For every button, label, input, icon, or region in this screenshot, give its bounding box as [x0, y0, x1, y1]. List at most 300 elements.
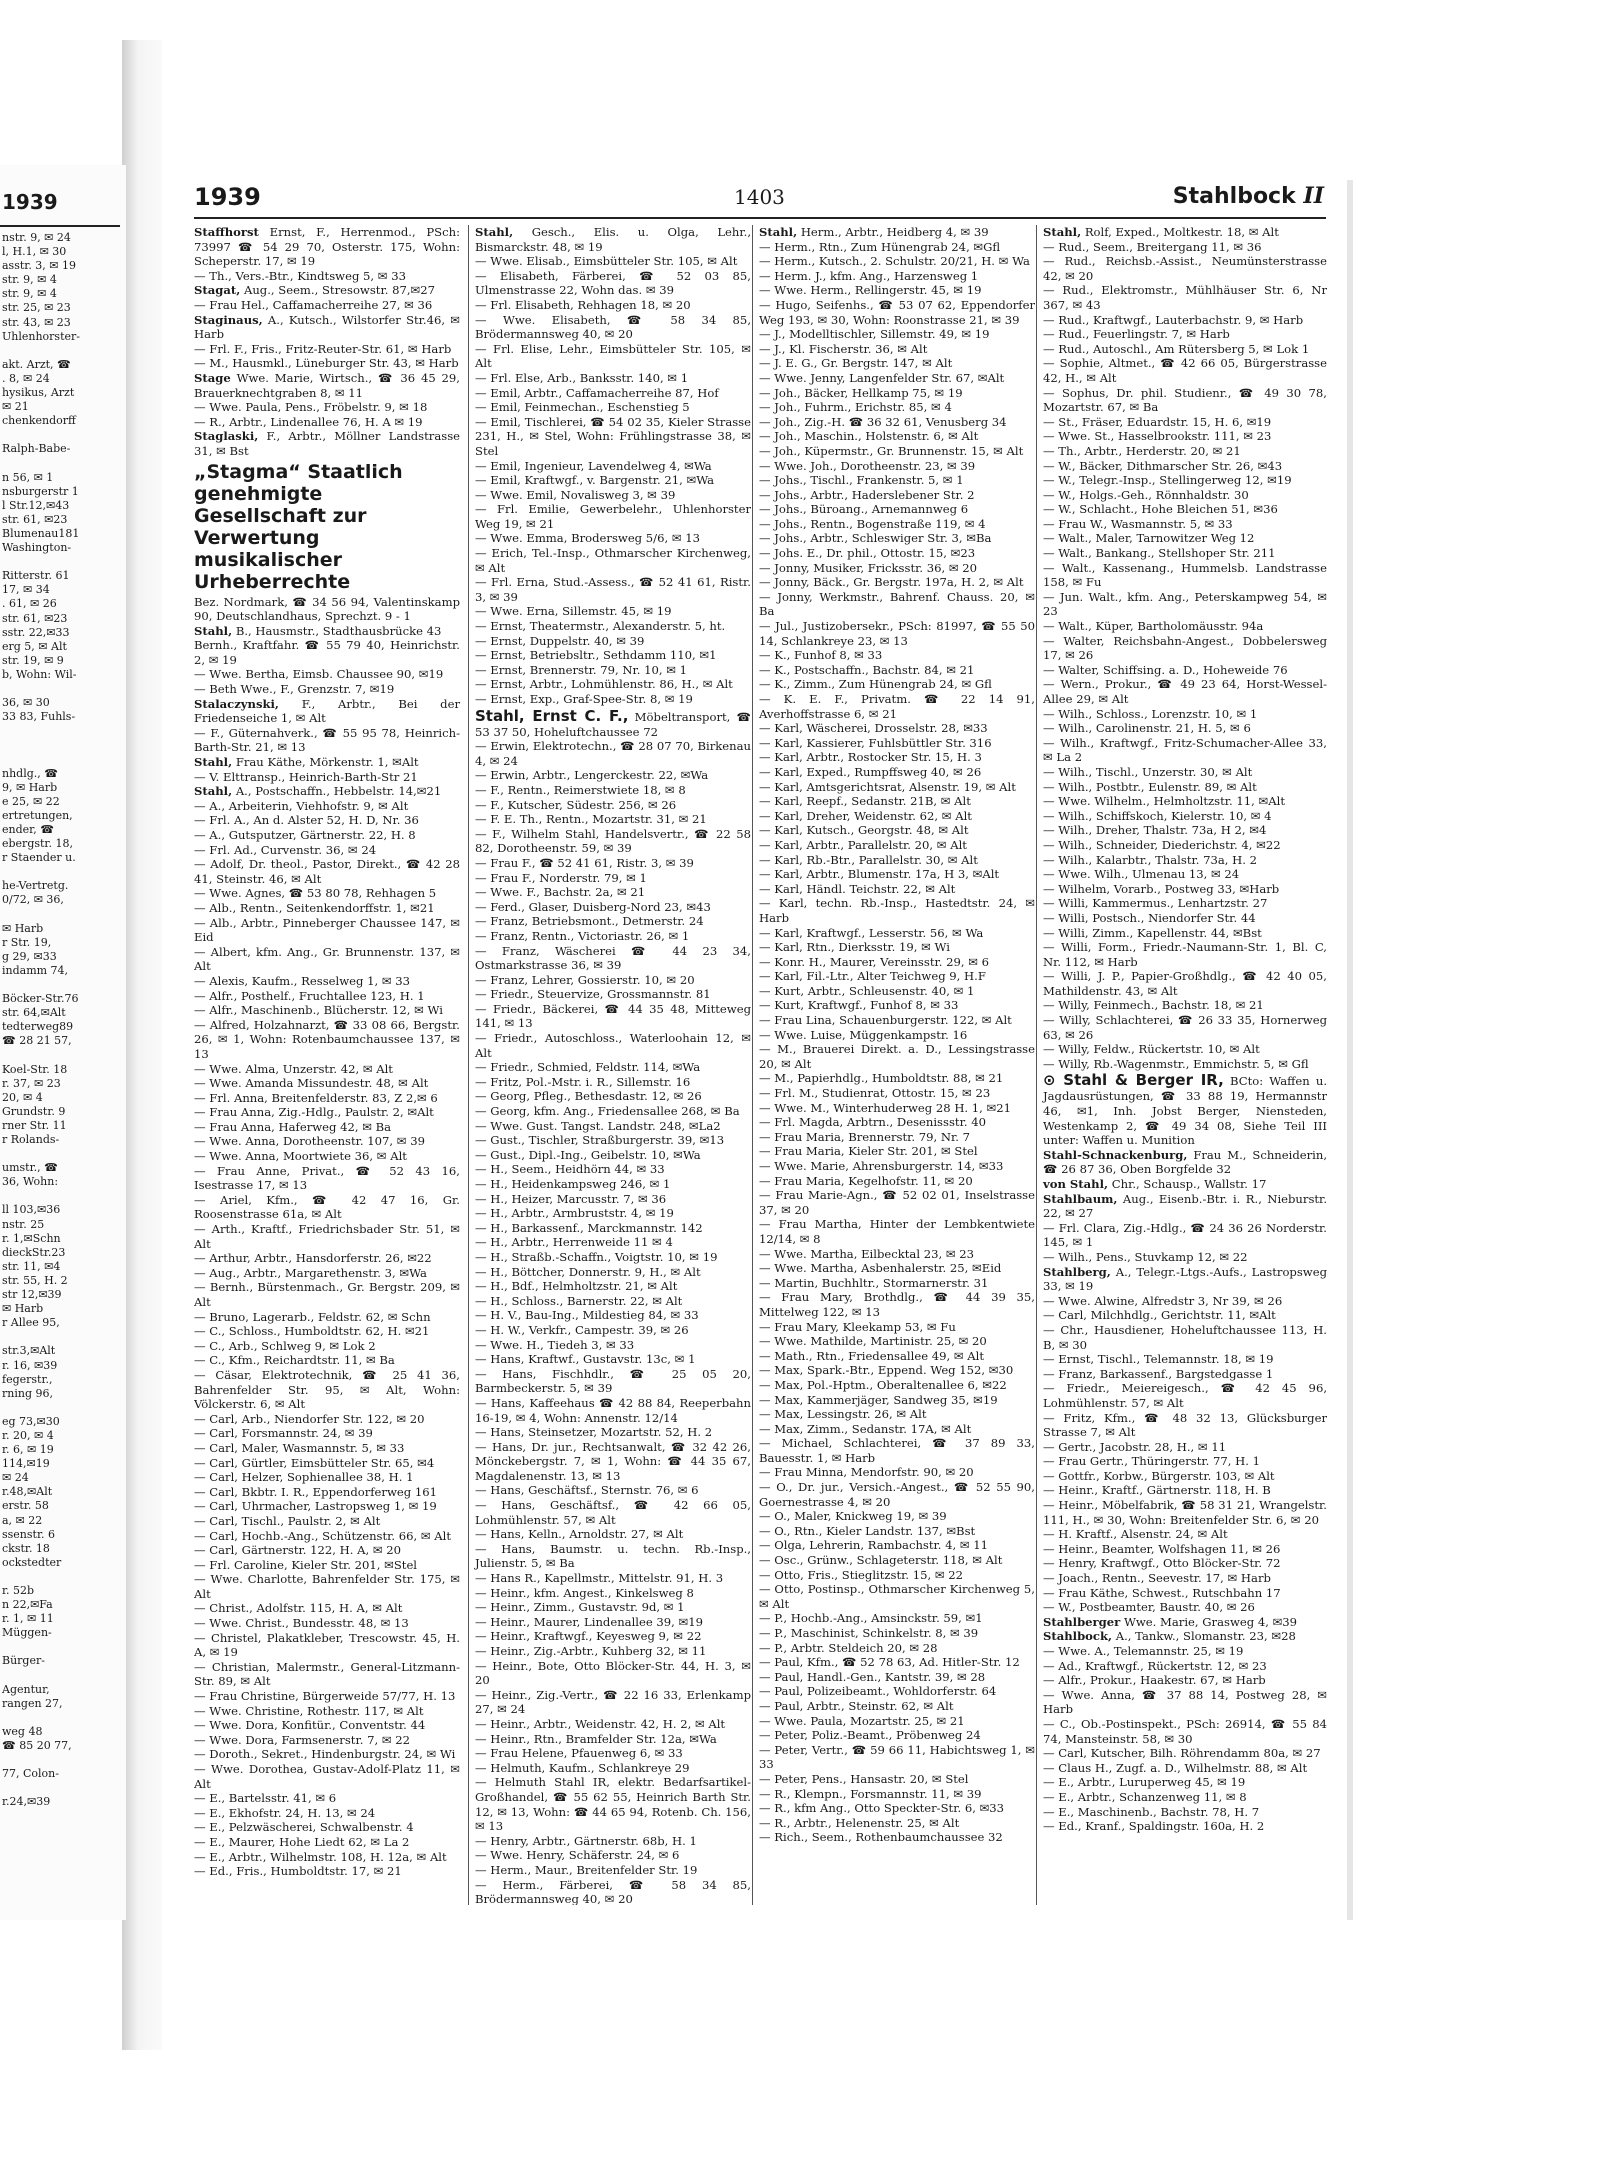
- entry-details: — H., Seem., Heidhörn 44, ✉ 33: [475, 1162, 665, 1177]
- sliver-line: erg 5, ✉ Alt: [2, 639, 67, 653]
- entry-details: — Ernst, Exp., Graf-Spee-Str. 8, ✉ 19: [475, 692, 693, 706]
- entry-details: — Walter, Schiffsing. a. D., Hoheweide 76: [1043, 662, 1288, 677]
- entry-details: — Wwe. H., Tiedeh 3, ✉ 33: [475, 1337, 635, 1352]
- entry-details: — Beth Wwe., F., Grenzstr. 7, ✉19: [194, 682, 395, 697]
- directory-entry: [1043, 531, 1327, 546]
- entry-details: — Wilh., Schneider, Diederichstr. 4, ✉22: [1043, 837, 1281, 852]
- entry-details: — Peter, Vertr., ☎ 59 66 11, Habichtsweg 1, ✉ 33: [759, 1742, 1035, 1772]
- directory-entry: [475, 1308, 751, 1323]
- directory-entry: [194, 1747, 460, 1762]
- entry-details: A., Tankw., Slomanstr. 23, ✉28: [1115, 1629, 1296, 1644]
- entry-details: — Rich., Seem., Rothenbaumchaussee 32: [759, 1830, 1003, 1845]
- entry-surname: Stahlberger: [1043, 1614, 1121, 1629]
- entry-details: — Sophie, Altmet., ☎ 42 66 05, Bürgerstrasse 42, H., ✉ Alt: [1043, 356, 1327, 385]
- entry-details: — J., Kl. Fischerstr. 36, ✉ Alt: [759, 341, 928, 356]
- directory-entry: [759, 1699, 1035, 1714]
- directory-entry: [759, 283, 1035, 298]
- entry-details: — Jonny, Werkmstr., Bahrenf. Chauss. 20, ✉ Ba: [759, 589, 1035, 619]
- entry-details: — Frau Gertr., Thüringerstr. 77, H. 1: [1043, 1454, 1261, 1469]
- entry-details: — Henry, Kraftwgf., Otto Blöcker-Str. 72: [1043, 1556, 1281, 1571]
- entry-surname: von Stahl,: [1043, 1177, 1109, 1191]
- sliver-line: str. 11, ✉4: [2, 1259, 61, 1273]
- sliver-line: 36, Wohn:: [2, 1175, 59, 1189]
- directory-entry: [1043, 926, 1327, 941]
- entry-details: — Karl, Kutsch., Georgstr. 48, ✉ Alt: [759, 823, 969, 838]
- directory-entry: [194, 843, 460, 858]
- entry-details: — Joh., Maschin., Holstenstr. 6, ✉ Alt: [759, 429, 979, 444]
- directory-entry: [759, 692, 1035, 721]
- directory-entry: [475, 1615, 751, 1630]
- entry-details: — Friedr., Meiereigesch., ☎ 42 45 96, Lohmühlenstr. 57, ✉ Alt: [1043, 1381, 1327, 1410]
- book-spine: [122, 40, 162, 2050]
- entry-details: — Carl, Gürtler, Eimsbütteler Str. 65, ✉4: [194, 1455, 435, 1470]
- directory-entry: [194, 667, 460, 682]
- directory-entry: [759, 575, 1035, 590]
- directory-entry: [1043, 502, 1327, 517]
- entry-details: — C., Arb., Schlweg 9, ✉ Lok 2: [194, 1338, 376, 1353]
- directory-entry: [475, 1688, 751, 1717]
- entry-details: — R., Arbtr., Lindenallee 76, H. A ✉ 19: [194, 414, 423, 429]
- directory-entry: [759, 1626, 1035, 1641]
- entry-details: — Wwe. Christ., Bundesstr. 48, ✉ 13: [194, 1616, 409, 1631]
- directory-entry: [1043, 911, 1327, 926]
- previous-page-lines: [2, 231, 124, 1810]
- entry-details: — E., Arbtr., Schanzenweg 11, ✉ 8: [1043, 1789, 1247, 1804]
- directory-entry: [194, 1134, 460, 1149]
- directory-entry: [759, 1144, 1035, 1159]
- entry-surname: Stahl,: [475, 225, 514, 239]
- entry-details: — W., Bäcker, Dithmarscher Str. 26, ✉43: [1043, 458, 1283, 473]
- entry-details: — Karl, techn. Rb.-Insp., Hastedtstr. 24, ✉ Harb: [759, 896, 1035, 925]
- sliver-line: r. 37, ✉ 23: [2, 1076, 61, 1090]
- entry-details: — Wilh., Carolinenstr. 21, H. 5, ✉ 6: [1043, 721, 1251, 736]
- entry-details: — Henry, Arbtr., Gärtnerstr. 68b, H. 1: [475, 1833, 697, 1848]
- directory-entry: [475, 1075, 751, 1090]
- entry-details: — H. W., Verkfr., Campestr. 39, ✉ 26: [475, 1322, 689, 1337]
- directory-entry: [194, 371, 460, 400]
- entry-details: — Karl, Dreher, Weidenstr. 62, ✉ Alt: [759, 808, 972, 823]
- sliver-line: rner Str. 11: [2, 1118, 67, 1132]
- entry-details: — Friedr., Autoschloss., Waterloohain 12, ✉ Alt: [475, 1031, 751, 1060]
- directory-entry: [1043, 809, 1327, 824]
- directory-entry: [194, 989, 460, 1004]
- directory-entry: [759, 1611, 1035, 1626]
- sliver-line: r Allee 95,: [2, 1316, 60, 1330]
- entry-details: — Martin, Buchhltr., Stormarnerstr. 31: [759, 1275, 989, 1290]
- sliver-line: [2, 1330, 124, 1344]
- directory-entry: [759, 1086, 1035, 1101]
- entry-details: — Frau Anna, Zig.-Hdlg., Paulstr. 2, ✉Alt: [194, 1105, 434, 1120]
- sliver-line: [2, 682, 124, 696]
- directory-entry: [759, 780, 1035, 795]
- entry-details: — J., Modelltischler, Sillemstr. 49, ✉ 19: [759, 327, 990, 342]
- entry-details: — Max, Pol.-Hptm., Oberaltenallee 6, ✉22: [759, 1377, 1007, 1392]
- entry-details: — C., Ob.-Postinspekt., PSch: 26914, ☎ 55 84 74, Mansteinstr. 58, ✉ 30: [1043, 1716, 1327, 1746]
- entry-details: — Wwe. Agnes, ☎ 53 80 78, Rehhagen 5: [194, 886, 437, 901]
- directory-entry: [194, 269, 460, 284]
- entry-details: — Herm., Maur., Breitenfelder Str. 19: [475, 1862, 698, 1877]
- entry-details: — Wwe. Dora, Konfitür., Conventstr. 44: [194, 1718, 426, 1733]
- entry-details: — Heinr., Arbtr., Weidenstr. 42, H. 2, ✉ Alt: [475, 1716, 726, 1731]
- previous-page-year: 1939: [2, 190, 58, 214]
- directory-entry: [475, 1746, 751, 1761]
- entry-details: — Heinr., Kraftwgf., Keyesweg 9, ✉ 22: [475, 1629, 702, 1644]
- entry-details: — Rud., Feuerlingstr. 7, ✉ Harb: [1043, 327, 1230, 342]
- entry-details: — Carl, Milchhdlg., Gerichtstr. 11, ✉Alt: [1043, 1308, 1276, 1323]
- directory-entry: [759, 386, 1035, 401]
- entry-details: — Karl, Exped., Rumpffsweg 40, ✉ 26: [759, 764, 982, 779]
- entry-surname: Stalaczynski,: [194, 696, 279, 711]
- sliver-line: str. 55, H. 2: [2, 1273, 68, 1287]
- entry-details: — Carl, Bkbtr. I. R., Eppendorferweg 161: [194, 1484, 437, 1499]
- entry-details: — H., Schloss., Barnerstr. 22, ✉ Alt: [475, 1293, 683, 1308]
- entry-details: — Frl. M., Studienrat, Ottostr. 15, ✉ 23: [759, 1086, 991, 1101]
- header-rule: [194, 217, 1326, 219]
- directory-entry: [1043, 1469, 1327, 1484]
- entry-details: — Max, Lessingstr. 26, ✉ Alt: [759, 1407, 927, 1422]
- directory-entry: [759, 502, 1035, 517]
- directory-entry: [194, 1120, 460, 1135]
- entry-details: — Otto, Fris., Stieglitzstr. 15, ✉ 22: [759, 1567, 964, 1582]
- directory-entry: [759, 356, 1035, 371]
- entry-details: — Hans, Kaffeehaus ☎ 42 88 84, Reeperbahn 16-19, ✉ 4, Wohn: Annenstr. 12/14: [475, 1395, 751, 1425]
- entry-details: — Heinr., Möbelfabrik, ☎ 58 31 21, Wrangelstr. 111, H., ✉ 30, Wohn: Breitenfelder Str. 6, ✉ 20: [1043, 1498, 1327, 1527]
- directory-entry: [475, 1104, 751, 1119]
- directory-entry: [475, 871, 751, 886]
- directory-entry: [475, 1571, 751, 1586]
- entry-details: — Walter, Reichsbahn-Angest., Dobbelersweg 17, ✉ 26: [1043, 633, 1327, 663]
- entry-details: — Rud., Elektromstr., Mühlhäuser Str. 6, Nr 367, ✉ 43: [1043, 283, 1327, 312]
- entry-details: — Paul, Handl.-Gen., Kantstr. 39, ✉ 28: [759, 1669, 986, 1684]
- directory-entry: [194, 1456, 460, 1471]
- sliver-line: asstr. 3, ✉ 19: [2, 259, 77, 273]
- entry-details: — Erwin, Elektrotechn., ☎ 28 07 70, Birkenau 4, ✉ 24: [475, 739, 751, 768]
- directory-entry: [759, 342, 1035, 357]
- entry-details: — Wilh., Kraftwgf., Fritz-Schumacher-Allee 33, ✉ La 2: [1043, 735, 1327, 765]
- entry-surname: Stahl,: [194, 784, 233, 799]
- directory-entry: [194, 1616, 460, 1631]
- sliver-line: r. 6, ✉ 19: [2, 1443, 54, 1457]
- directory-entry: [194, 313, 460, 342]
- directory-entry: [1043, 1527, 1327, 1542]
- entry-details: — Herm., Färberei, ☎ 58 34 85, Brödermannsweg 40, ✉ 20: [475, 1877, 751, 1905]
- sliver-line: Ralph-Babe-: [2, 442, 71, 456]
- directory-entry: [475, 1600, 751, 1615]
- directory-entry: [475, 619, 751, 634]
- entry-details: — Wern., Prokur., ☎ 49 23 64, Horst-Wessel-Allee 29, ✉ Alt: [1043, 677, 1327, 706]
- entry-details: — Cäsar, Elektrotechnik, ☎ 25 41 36, Bahrenfelder Str. 95, ✉ Alt, Wohn: Völckerstr. 6, ✉ Alt: [194, 1367, 460, 1412]
- entry-surname: Stahl,: [194, 623, 233, 638]
- sliver-line: 114,✉19: [2, 1457, 50, 1471]
- sliver-line: [2, 1753, 124, 1767]
- entry-details: — Franz, Rentn., Victoriastr. 26, ✉ 1: [475, 928, 690, 943]
- entry-details: — Hans, Kelln., Arnoldstr. 27, ✉ Alt: [475, 1527, 684, 1542]
- entry-details: — Willy, Feldw., Rückertstr. 10, ✉ Alt: [1043, 1042, 1260, 1057]
- directory-entry: [1043, 882, 1327, 897]
- running-head-name: Stahlbock: [1172, 184, 1296, 209]
- directory-entry: [1043, 1352, 1327, 1367]
- entry-details: — Wwe. St., Hasselbrookstr. 111, ✉ 23: [1043, 429, 1272, 444]
- directory-entry: [475, 692, 751, 707]
- directory-entry: [759, 998, 1035, 1013]
- directory-entry: [475, 827, 751, 856]
- directory-entry: [1043, 240, 1327, 255]
- directory-entry: [1043, 1265, 1327, 1294]
- directory-entry: [194, 1149, 460, 1164]
- entry-details: — Friedr., Schmied, Feldstr. 114, ✉Wa: [475, 1060, 701, 1075]
- entry-details: — Wwe. Emma, Brodersweg 5/6, ✉ 13: [475, 531, 700, 546]
- sliver-line: [2, 752, 124, 766]
- entry-details: — Karl, Rb.-Btr., Parallelstr. 30, ✉ Alt: [759, 852, 978, 867]
- entry-details: — Wwe. Elisab., Eimsbütteler Str. 105, ✉ Alt: [475, 254, 738, 269]
- directory-entry: [194, 784, 460, 799]
- entry-details: — Hans, Fischhdlr., ☎ 25 05 20, Barmbeckerstr. 5, ✉ 39: [475, 1366, 751, 1396]
- entry-details: — Th., Vers.-Btr., Kindtsweg 5, ✉ 33: [194, 268, 406, 283]
- directory-entry: [475, 798, 751, 813]
- directory-entry: [194, 799, 460, 814]
- running-head: [1173, 183, 1324, 209]
- directory-entry: [475, 1206, 751, 1221]
- entry-details: — Walt., Bankang., Stellshoper Str. 211: [1043, 546, 1276, 561]
- entry-details: — Georg, kfm. Ang., Friedensallee 268, ✉ Ba: [475, 1104, 740, 1119]
- entry-details: — Christian, Malermstr., General-Litzmann-Str. 89, ✉ Alt: [194, 1659, 460, 1689]
- page-header: [194, 183, 1324, 217]
- sliver-line: [2, 724, 124, 738]
- entry-details: — H., Arbtr., Herrenweide 11 ✉ 4: [475, 1235, 673, 1250]
- entry-details: — Wwe. Martha, Asbenhalerstr. 25, ✉Eid: [759, 1261, 1002, 1276]
- entry-details: — Ernst, Arbtr., Lohmühlenstr. 86, H., ✉ Alt: [475, 677, 733, 692]
- entry-details: — E., Maschinenb., Bachstr. 78, H. 7: [1043, 1804, 1260, 1819]
- directory-entry: [759, 1290, 1035, 1319]
- entry-details: — Heinr., Zig.-Vertr., ☎ 22 16 33, Erlenkamp 27, ✉ 24: [475, 1687, 751, 1717]
- entry-details: — Rud., Seem., Breitergang 11, ✉ 36: [1043, 239, 1262, 254]
- directory-entry: [194, 1280, 460, 1309]
- entry-surname: Staginaus,: [194, 312, 263, 327]
- directory-entry: [1043, 1629, 1327, 1644]
- entry-details: Ernst, F., Herrenmod., PSch: 73997 ☎ 54 29 70, Osterstr. 175, Wohn: Scheperstr. 17, ✉ 19: [194, 225, 460, 269]
- directory-entry: [759, 1670, 1035, 1685]
- directory-entry: [194, 1470, 460, 1485]
- entry-details: — R., Arbtr., Helenenstr. 25, ✉ Alt: [759, 1815, 960, 1830]
- directory-entry: [194, 828, 460, 843]
- directory-entry: [194, 770, 460, 785]
- sliver-line: Böcker-Str.76: [2, 992, 79, 1006]
- entry-details: — Wwe. F., Bachstr. 2a, ✉ 21: [475, 885, 646, 900]
- directory-entry: [759, 1743, 1035, 1772]
- directory-entry: [475, 1294, 751, 1309]
- sliver-line: [2, 1640, 124, 1654]
- entry-details: — Willy, Rb.-Wagenmstr., Emmichstr. 5, ✉ Gfl: [1043, 1056, 1309, 1071]
- entry-details: — A., Gutsputzer, Gärtnerstr. 22, H. 8: [194, 828, 416, 842]
- entry-details: — Willi, J. P., Papier-Großhdlg., ☎ 42 40 05, Mathildenstr. 43, ✉ Alt: [1043, 969, 1327, 998]
- sliver-line: 36, ✉ 30: [2, 696, 50, 710]
- directory-entry: [194, 283, 460, 298]
- directory-entry: [759, 415, 1035, 430]
- entry-details: — Herm., Kutsch., 2. Schulstr. 20/21, H. ✉ Wa: [759, 254, 1030, 269]
- directory-entry: [475, 546, 751, 575]
- directory-entry: [194, 1660, 460, 1689]
- directory-entry: [475, 1002, 751, 1031]
- directory-entry: [475, 987, 751, 1002]
- directory-entry: [1043, 1221, 1327, 1250]
- sliver-line: ✉ Harb: [2, 1302, 44, 1316]
- directory-entry: [475, 1338, 751, 1353]
- directory-entry: [759, 546, 1035, 561]
- entry-surname: Stahlbock,: [1043, 1629, 1113, 1644]
- sliver-line: str. 9, ✉ 4: [2, 273, 57, 287]
- sliver-line: nhdlg., ☎: [2, 766, 58, 780]
- entry-details: — Alfr., Maschinenb., Blücherstr. 12, ✉ Wi: [194, 1003, 443, 1018]
- sliver-line: r.48,✉Alt: [2, 1485, 53, 1499]
- directory-entry: [475, 1834, 751, 1849]
- sliver-line: Blumenau181: [2, 526, 80, 540]
- directory-entry: [475, 400, 751, 415]
- entry-details: — Olga, Lehrerin, Rambachstr. 4, ✉ 11: [759, 1538, 989, 1553]
- directory-entry: [759, 459, 1035, 474]
- directory-entry: [475, 1265, 751, 1280]
- entry-details: — Wwe. Alma, Unzerstr. 42, ✉ Alt: [194, 1061, 393, 1076]
- column-2: [468, 225, 751, 1905]
- entry-details: A., Kutsch., Wilstorfer Str.46, ✉ Harb: [194, 312, 460, 342]
- entry-surname: Staffhorst: [194, 225, 259, 239]
- directory-entry: [1043, 1790, 1327, 1805]
- sliver-line: [2, 457, 124, 471]
- sliver-line: r. 16, ✉39: [2, 1358, 58, 1372]
- directory-entry: [194, 682, 460, 697]
- directory-entry: [194, 726, 460, 755]
- sliver-line: r. 52b: [2, 1584, 35, 1597]
- entry-details: — Jonny, Musiker, Fricksstr. 36, ✉ 20: [759, 560, 978, 575]
- entry-details: — K. E. F., Privatm. ☎ 22 14 91, Averhoffstrasse 6, ✉ 21: [759, 692, 1035, 721]
- directory-entry: [475, 1089, 751, 1104]
- directory-entry: [194, 1105, 460, 1120]
- entry-details: — F., Wilhelm Stahl, Handelsvertr., ☎ 22 58 82, Dorotheenstr. 59, ✉ 39: [475, 826, 751, 856]
- entry-surname: Stage: [194, 370, 231, 385]
- directory-entry: [759, 1524, 1035, 1539]
- entry-details: — Johs., Tischl., Frankenstr. 5, ✉ 1: [759, 473, 964, 488]
- directory-entry: [759, 721, 1035, 736]
- directory-entry: [759, 444, 1035, 459]
- directory-entry: [194, 1193, 460, 1222]
- directory-entry: [475, 1878, 751, 1906]
- sliver-line: Koel-Str. 18: [2, 1062, 68, 1076]
- sliver-line: nstr. 9, ✉ 24: [2, 231, 71, 244]
- sliver-line: [2, 428, 124, 442]
- entry-details: — Emil, Kraftwgf., v. Bargenstr. 21, ✉Wa: [475, 473, 715, 488]
- directory-entry: [194, 400, 460, 415]
- entry-details: — Michael, Schlachterei, ☎ 37 89 33, Bauesstr. 1, ✉ Harb: [759, 1436, 1035, 1465]
- directory-entry: [194, 1689, 460, 1704]
- entry-details: — Jun. Walt., kfm. Ang., Peterskampweg 54, ✉ 23: [1043, 589, 1327, 619]
- entry-details: — E., Ekhofstr. 24, H. 13, ✉ 24: [194, 1805, 376, 1820]
- entry-details: — R., Klempn., Forsmannstr. 11, ✉ 39: [759, 1786, 982, 1801]
- entry-details: — Adolf, Dr. theol., Pastor, Direkt., ☎ 42 28 41, Steinstr. 46, ✉ Alt: [194, 857, 460, 886]
- directory-entry: [194, 624, 460, 639]
- sliver-line: ✉ Harb: [2, 921, 44, 935]
- directory-entry: [194, 1441, 460, 1456]
- sliver-line: hysikus, Arzt: [2, 386, 75, 400]
- sliver-line: [2, 978, 124, 992]
- entry-details: — Hans, Steinsetzer, Mozartstr. 52, H. 2: [475, 1425, 713, 1440]
- entry-details: — O., Rtn., Kieler Landstr. 137, ✉Bst: [759, 1523, 976, 1538]
- entry-details: Aug., Seem., Stresowstr. 87,✉27: [243, 283, 435, 298]
- entry-details: — Karl, Wäscherei, Drosselstr. 28, ✉33: [759, 721, 988, 736]
- entry-details: — Alfred, Holzahnarzt, ☎ 33 08 66, Bergstr. 26, ✉ 1, Wohn: Rotenbaumchaussee 137, ✉ 13: [194, 1017, 460, 1061]
- sliver-line: nstr. 25: [2, 1217, 45, 1231]
- column-1: [194, 225, 460, 1905]
- sliver-line: indamm 74,: [2, 963, 69, 977]
- entry-details: — Wwe. Erna, Sillemstr. 45, ✉ 19: [475, 604, 672, 619]
- entry-details: — Fritz, Pol.-Mstr. i. R., Sillemstr. 16: [475, 1074, 691, 1089]
- directory-entry: [759, 298, 1035, 327]
- directory-entry: [759, 531, 1035, 546]
- directory-entry: [759, 488, 1035, 503]
- directory-entry: [759, 1334, 1035, 1349]
- entry-details: — K., Postschaffn., Bachstr. 84, ✉ 21: [759, 662, 975, 677]
- directory-entry: [1043, 1323, 1327, 1352]
- sliver-line: chenkendorff: [2, 414, 76, 428]
- directory-entry: [475, 473, 751, 488]
- entry-details: — Aug., Arbtr., Margarethenstr. 3, ✉Wa: [194, 1265, 427, 1280]
- entry-details: — Wwe. Mathilde, Martinistr. 25, ✉ 20: [759, 1334, 987, 1349]
- sliver-line: str.3,✉Alt: [2, 1344, 56, 1358]
- directory-page: [172, 165, 1347, 1920]
- sliver-line: [2, 1669, 124, 1683]
- entry-details: — Wwe. Amanda Missundestr. 48, ✉ Alt: [194, 1076, 429, 1091]
- sliver-line: str 12,✉39: [2, 1288, 62, 1302]
- entry-details: — Wwe. Bertha, Eimsb. Chaussee 90, ✉19: [194, 667, 444, 682]
- entry-details: Bernh., Kraftfahr. ☎ 55 79 40, Heinrichstr. 2, ✉ 19: [194, 638, 460, 667]
- sliver-line: str. 25, ✉ 23: [2, 301, 71, 315]
- entry-details: — Wwe. Charlotte, Bahrenfelder Str. 175, ✉ Alt: [194, 1572, 460, 1601]
- directory-entry: [194, 1499, 460, 1514]
- entry-details: — W., Telegr.-Insp., Stellingerweg 12, ✉19: [1043, 473, 1292, 488]
- entry-details: — Joh., Zig.-H. ☎ 36 32 61, Venusberg 34: [759, 414, 1007, 429]
- directory-entry: [475, 1440, 751, 1484]
- entry-details: — Gottfr., Korbw., Bürgerstr. 103, ✉ Alt: [1043, 1468, 1275, 1483]
- entry-surname: Staglaski,: [194, 429, 259, 444]
- directory-entry: [759, 969, 1035, 984]
- entry-details: — Hans, Kraftwf., Gustavstr. 13c, ✉ 1: [475, 1352, 696, 1367]
- entry-surname: Stagat,: [194, 283, 241, 298]
- sliver-line: ☎ 28 21 57,: [2, 1034, 72, 1048]
- directory-entry: [475, 812, 751, 827]
- sliver-line: erstr. 58: [2, 1499, 49, 1513]
- entry-details: — Johs. E., Dr. phil., Ottostr. 15, ✉23: [759, 546, 976, 561]
- directory-entry: [1043, 998, 1327, 1013]
- entry-details: — Johs., Arbtr., Schleswiger Str. 3, ✉Ba: [759, 531, 992, 546]
- entry-details: — Wwe. Herm., Rellingerstr. 45, ✉ 19: [759, 283, 982, 298]
- directory-entry: [475, 856, 751, 871]
- entry-details: BCto: Waffen u. Jagdausrüstungen, ☎ 33 88 19, Hermannstr 46, ✉1, Inh. Jobst Berger, Niensteden, Westenkamp 2, ☎ 49 34 08, Siehe Teil III unter: Waffen u. Munition: [1043, 1074, 1327, 1148]
- entry-details: — Ernst, Tischl., Telemannstr. 18, ✉ 19: [1043, 1352, 1274, 1367]
- entry-details: — Kurt, Arbtr., Schleusenstr. 40, ✉ 1: [759, 983, 975, 998]
- directory-entry: [759, 1772, 1035, 1787]
- sliver-line: nsburgerstr 1: [2, 484, 79, 498]
- entry-highlight-name: Stahl, Ernst C. F.,: [475, 706, 629, 725]
- sliver-line: [2, 1401, 124, 1415]
- entry-details: — Alexis, Kaufm., Resselweg 1, ✉ 33: [194, 973, 411, 988]
- sliver-line: rning 96,: [2, 1386, 53, 1400]
- entry-details: — Fritz, Kfm., ☎ 48 32 13, Glücksburger Strasse 7, ✉ Alt: [1043, 1410, 1327, 1440]
- directory-entry: [1043, 444, 1327, 459]
- entry-details: — Wwe. Jenny, Langenfelder Str. 67, ✉Alt: [759, 370, 1005, 385]
- directory-entry: [1043, 677, 1327, 706]
- sliver-line: r Str. 19,: [2, 935, 52, 949]
- directory-entry: [475, 634, 751, 649]
- entry-details: — Frl. Ad., Curvenstr. 36, ✉ 24: [194, 842, 377, 857]
- directory-entry: [759, 1320, 1035, 1335]
